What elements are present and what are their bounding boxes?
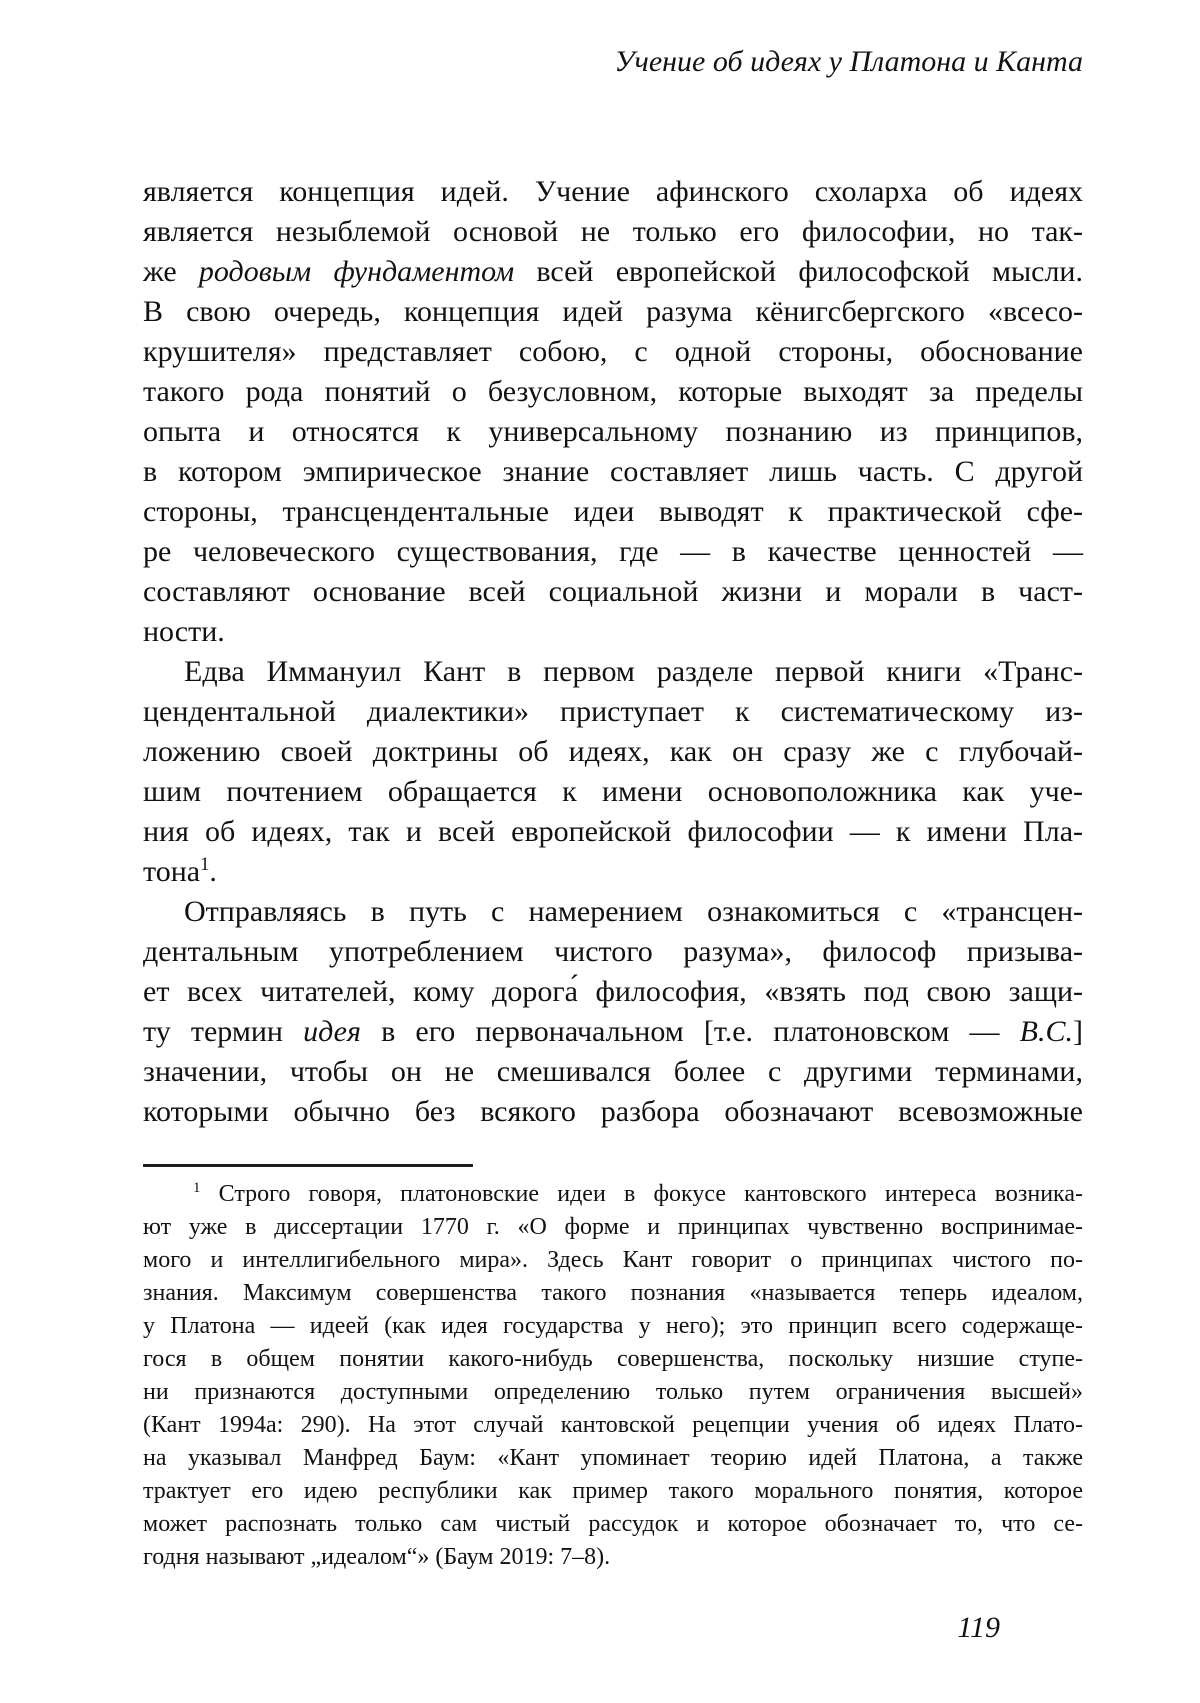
text-segment: ложению своей доктрины об идеях, как он сразу же с глубочай- xyxy=(143,735,1083,768)
text-line xyxy=(143,1178,1083,1211)
text-line xyxy=(143,252,1083,292)
text-segment: в котором эмпирическое знание составляет лишь часть. С другой xyxy=(143,455,1083,488)
text-line xyxy=(143,1409,1083,1442)
text-segment: Строго говоря, платоновские идеи в фокусе кантовского интереса возника- xyxy=(200,1181,1083,1207)
text-segment: которыми обычно без всякого разбора обозначают всевозможные xyxy=(143,1095,1083,1128)
text-line xyxy=(143,1475,1083,1508)
paragraph xyxy=(143,652,1083,892)
text-line xyxy=(143,652,1083,692)
text-segment: трактует его идею республики как пример такого морального понятия, которое xyxy=(143,1478,1083,1504)
text-segment: всей европейской философской мысли. xyxy=(514,255,1083,288)
text-segment: тона xyxy=(143,855,201,888)
text-line xyxy=(143,212,1083,252)
text-segment: дентальным употреблением чистого разума», философ призыва- xyxy=(143,935,1083,968)
text-line xyxy=(143,932,1083,972)
paragraph xyxy=(143,172,1083,652)
body-text xyxy=(143,172,1083,1132)
text-line xyxy=(143,1343,1083,1376)
text-segment: годня называют „идеалом“» (Баум 2019: 7–8). xyxy=(143,1544,611,1570)
text-segment: ни признаются доступными определению только путем ограничения высшей» xyxy=(143,1379,1083,1405)
text-line xyxy=(143,1211,1083,1244)
footnote-marker: 1 xyxy=(200,854,210,875)
footnote-text xyxy=(143,1178,1083,1574)
text-segment: крушителя» представляет собою, с одной стороны, обоснование xyxy=(143,335,1083,368)
text-segment: шим почтением обращается к имени основоположника как уче- xyxy=(143,775,1083,808)
text-segment: идея xyxy=(303,1015,361,1048)
text-line xyxy=(143,612,1083,652)
text-line xyxy=(143,812,1083,852)
text-segment: опыта и относятся к универсальному познанию из принципов, xyxy=(143,415,1083,448)
page-number: 119 xyxy=(957,1611,1000,1644)
text-line xyxy=(143,732,1083,772)
text-line xyxy=(143,412,1083,452)
text-line xyxy=(143,1277,1083,1310)
text-segment: такого рода понятий о безусловном, которые выходят за пределы xyxy=(143,375,1083,408)
text-line xyxy=(143,492,1083,532)
text-line xyxy=(143,292,1083,332)
text-line xyxy=(143,172,1083,212)
text-segment: . xyxy=(209,855,217,888)
text-segment: В.С. xyxy=(1019,1015,1073,1048)
text-segment: цендентальной диалектики» приступает к систематическому из- xyxy=(143,695,1083,728)
text-line xyxy=(143,1012,1083,1052)
text-segment: значении, чтобы он не смешивался более с другими терминами, xyxy=(143,1055,1083,1088)
running-header: Учение об идеях у Платона и Канта xyxy=(614,45,1083,78)
text-segment: Отправляясь в путь с намерением ознакомиться с «трансцен- xyxy=(184,895,1083,928)
footnote-separator-rule xyxy=(143,1164,473,1167)
text-segment: на указывал Манфред Баум: «Кант упоминает теорию идей Платона, а также xyxy=(143,1445,1083,1471)
text-segment: (Кант 1994а: 290). На этот случай кантовской рецепции учения об идеях Плато- xyxy=(143,1412,1083,1438)
text-line xyxy=(143,1092,1083,1132)
text-line xyxy=(143,892,1083,932)
text-segment: ] xyxy=(1073,1015,1083,1048)
text-line xyxy=(143,572,1083,612)
text-segment: является незыблемой основой не только его философии, но так- xyxy=(143,215,1083,248)
text-line xyxy=(143,1376,1083,1409)
text-segment: ности. xyxy=(143,615,225,648)
text-segment: мого и интеллигибельного мира». Здесь Кант говорит о принципах чистого по- xyxy=(143,1247,1083,1273)
text-segment: гося в общем понятии какого-нибудь совершенства, поскольку низшие ступе- xyxy=(143,1346,1083,1372)
text-line xyxy=(143,532,1083,572)
text-segment: знания. Максимум совершенства такого познания «называется теперь идеалом, xyxy=(143,1280,1083,1306)
text-segment: ния об идеях, так и всей европейской философии — к имени Пла- xyxy=(143,815,1083,848)
text-line xyxy=(143,1508,1083,1541)
text-segment: В свою очередь, концепция идей разума кёнигсбергского «всесо- xyxy=(143,295,1083,328)
text-segment: ет всех читателей, кому дорога́ философия, «взять под свою защи- xyxy=(143,975,1083,1008)
text-line xyxy=(143,1244,1083,1277)
text-line xyxy=(143,772,1083,812)
text-segment: является концепция идей. Учение афинского схоларха об идеях xyxy=(143,175,1083,208)
text-segment: ре человеческого существования, где — в качестве ценностей — xyxy=(143,535,1083,568)
text-line xyxy=(143,1442,1083,1475)
text-line xyxy=(143,852,1083,892)
text-line xyxy=(143,972,1083,1012)
text-line xyxy=(143,452,1083,492)
text-line xyxy=(143,1310,1083,1343)
paragraph xyxy=(143,1178,1083,1574)
text-segment: Едва Иммануил Кант в первом разделе первой книги «Транс- xyxy=(184,655,1083,688)
text-segment: родовым фундаментом xyxy=(198,255,515,288)
text-segment: ют уже в диссертации 1770 г. «О форме и принципах чувственно воспринимае- xyxy=(143,1214,1083,1240)
text-segment: в его первоначальном [т.е. платоновском — xyxy=(360,1015,1020,1048)
text-line xyxy=(143,692,1083,732)
text-segment: составляют основание всей социальной жизни и морали в част- xyxy=(143,575,1083,608)
text-line xyxy=(143,332,1083,372)
text-segment: ту термин xyxy=(143,1015,304,1048)
paragraph xyxy=(143,892,1083,1132)
text-line xyxy=(143,1052,1083,1092)
text-segment: же xyxy=(143,255,199,288)
text-line xyxy=(143,372,1083,412)
text-segment: у Платона — идеей (как идея государства у него); это принцип всего содержаще- xyxy=(143,1313,1083,1339)
text-segment: стороны, трансцендентальные идеи выводят к практической сфе- xyxy=(143,495,1083,528)
text-line xyxy=(143,1541,1083,1574)
text-segment: может распознать только сам чистый рассудок и которое обозначает то, что се- xyxy=(143,1511,1083,1537)
footnote-marker: 1 xyxy=(193,1180,201,1196)
